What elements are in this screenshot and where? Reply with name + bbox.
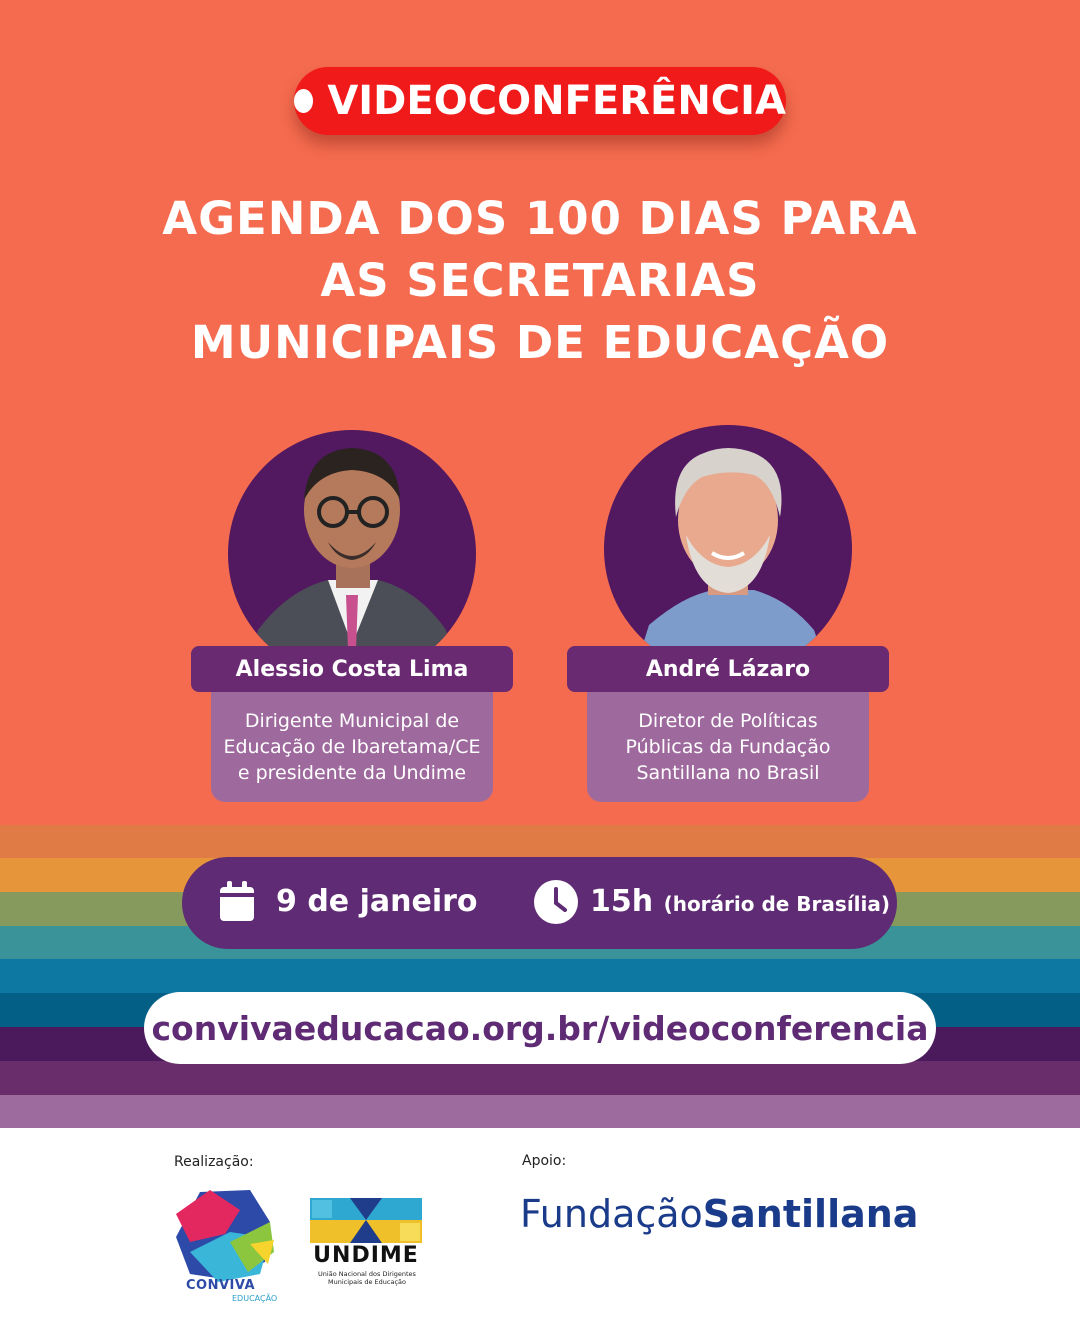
- color-stripe: [0, 825, 1080, 858]
- color-stripe: [0, 959, 1080, 993]
- description-line: Educação de Ibaretama/CE: [223, 736, 481, 758]
- description-line: Dirigente Municipal de: [244, 710, 460, 732]
- apoio-label: Apoio:: [522, 1153, 567, 1169]
- title-line: AGENDA DOS 100 DIAS PARA: [162, 192, 918, 245]
- event-title: [60, 188, 1020, 374]
- realizacao-label: Realização:: [174, 1154, 254, 1170]
- undime-name: UNDIME: [313, 1243, 419, 1268]
- undime-subtitle: [306, 1270, 428, 1286]
- speaker-description: [211, 692, 493, 802]
- color-stripe: [0, 1061, 1080, 1095]
- calendar-icon: [220, 881, 254, 921]
- undime-subtitle-line: União Nacional dos Dirigentes: [318, 1270, 416, 1278]
- santillana-light: Fundação: [520, 1192, 703, 1236]
- conviva-name: CONVIVA: [186, 1278, 256, 1293]
- speaker-description: [587, 692, 869, 802]
- description-line: Diretor de Políticas: [638, 710, 818, 732]
- person-portrait-icon: [604, 425, 852, 673]
- santillana-bold: Santillana: [702, 1192, 919, 1236]
- speaker-name-bar: [567, 646, 889, 692]
- event-date: 9 de janeiro: [276, 884, 478, 919]
- undime-subtitle-line: Municipais de Educação: [327, 1278, 407, 1286]
- speaker-name-bar: [191, 646, 513, 692]
- speaker-name: Alessio Costa Lima: [235, 656, 469, 682]
- fundacao-santillana-logo: [520, 1192, 918, 1236]
- badge-label: VIDEOCONFERÊNCIA: [327, 78, 786, 124]
- description-line: e presidente da Undime: [237, 762, 467, 784]
- speaker-name: André Lázaro: [645, 656, 811, 682]
- person-portrait-icon: [228, 430, 476, 678]
- event-time: [590, 884, 890, 919]
- live-dot-icon: [294, 89, 313, 113]
- conviva-subtitle: EDUCAÇÃO: [232, 1294, 278, 1303]
- description-line: Públicas da Fundação: [625, 736, 831, 758]
- event-time-value: 15h: [590, 884, 654, 919]
- event-time-note: (horário de Brasília): [663, 892, 891, 916]
- speaker-photo-alessio: [228, 430, 476, 678]
- color-stripe: [0, 1095, 1080, 1128]
- undime-logo-icon: [310, 1198, 422, 1243]
- title-line: MUNICIPAIS DE EDUCAÇÃO: [190, 316, 890, 369]
- description-line: Santillana no Brasil: [636, 762, 820, 784]
- speaker-photo-andre: [604, 425, 852, 673]
- date-time-pill: [182, 857, 897, 949]
- clock-icon: [534, 880, 578, 924]
- videoconference-badge: [294, 67, 786, 135]
- event-url-link[interactable]: convivaeducacao.org.br/videoconferencia: [144, 992, 936, 1064]
- title-line: AS SECRETARIAS: [320, 254, 760, 307]
